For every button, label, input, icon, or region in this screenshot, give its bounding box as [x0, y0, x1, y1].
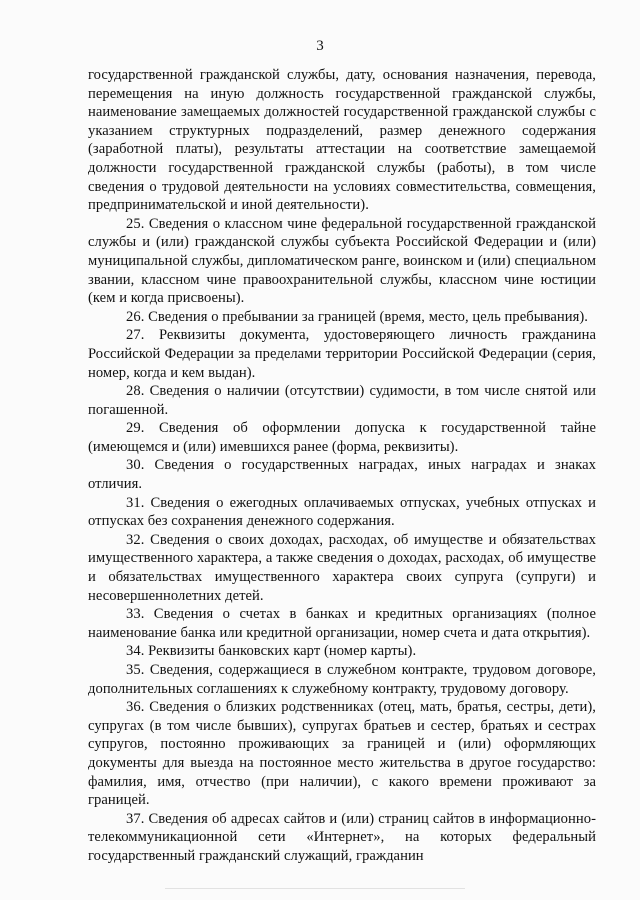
scan-artifact-line — [165, 888, 465, 889]
paragraph-37: 37. Сведения об адресах сайтов и (или) страниц сайтов в информационно-телекоммуникационной сети «Интернет», на которых федеральный государственный гражданский служащий, гражданин — [88, 810, 596, 864]
document-body — [88, 66, 596, 866]
paragraph-33: 33. Сведения о счетах в банках и кредитных организациях (полное наименование банка или кредитной организации, номер счета и дата открытия). — [88, 606, 596, 641]
paragraph-32: 32. Сведения о своих доходах, расходах, об имуществе и обязательствах имущественного характера, а также сведения о доходах, расходах, об имуществе и обязательствах имущественного характера своих супруга (супруги) и несовершеннолетних детей. — [88, 531, 596, 604]
paragraph-34: 34. Реквизиты банковских карт (номер карты). — [126, 643, 417, 660]
paragraph-30: 30. Сведения о государственных наградах, иных наградах и знаках отличия. — [88, 457, 596, 493]
paragraph-31: 31. Сведения о ежегодных оплачиваемых отпусках, учебных отпусках и отпусках без сохранения денежного содержания. — [88, 494, 596, 530]
paragraph-36: 36. Сведения о близких родственниках (отец, мать, братья, сестры, дети), супругах (в том числе бывших), супругах братьев и сестер, братьях и сестрах супругов, постоянно проживающих за границей и (или) оформляющих документы для выезда на постоянное место жительства в другое государство: фамилия, имя, отчество (при наличии), с какого времени проживают за границей. — [88, 699, 596, 809]
page-number: 3 — [316, 38, 324, 54]
paragraph-27: 27. Реквизиты документа, удостоверяющего личность гражданина Российской Федерации за пределами территории Российской Федерации (серия, номер, когда и кем выдан). — [88, 327, 596, 381]
paragraph-25: 25. Сведения о классном чине федеральной государственной гражданской службы и (или) гражданской службы субъекта Российской Федерации и (или) муниципальной службы, дипломатическом ранге, воинском и (или) специальном звании, классном чине правоохранительной службы, классном чине юстиции (кем и когда присвоены). — [88, 215, 596, 307]
paragraph-28: 28. Сведения о наличии (отсутствии) судимости, в том числе снятой или погашенной. — [88, 383, 596, 418]
paragraph-26: 26. Сведения о пребывании за границей (время, место, цель пребывания). — [126, 308, 588, 325]
paragraph-continuation: государственной гражданской службы, дату, основания назначения, перевода, перемещения на иную должность государственной гражданской службы, наименование замещаемых должностей государственной гражданской службы с указанием структурных подразделений, размер денежного содержания (заработной платы), результаты аттестации на соответствие замещаемой должности государственной гражданской службы (работы), в том числе сведения о трудовой деятельности на условиях совместительства, совмещения, предпринимательской и иной деятельности). — [88, 67, 596, 214]
paragraph-29: 29. Сведения об оформлении допуска к государственной тайне (имеющемся и (или) имевшихся ранее (форма, реквизиты). — [88, 420, 596, 455]
paragraph-35: 35. Сведения, содержащиеся в служебном контракте, трудовом договоре, дополнительных соглашениях к служебному контракту, трудовому договору. — [88, 662, 596, 697]
